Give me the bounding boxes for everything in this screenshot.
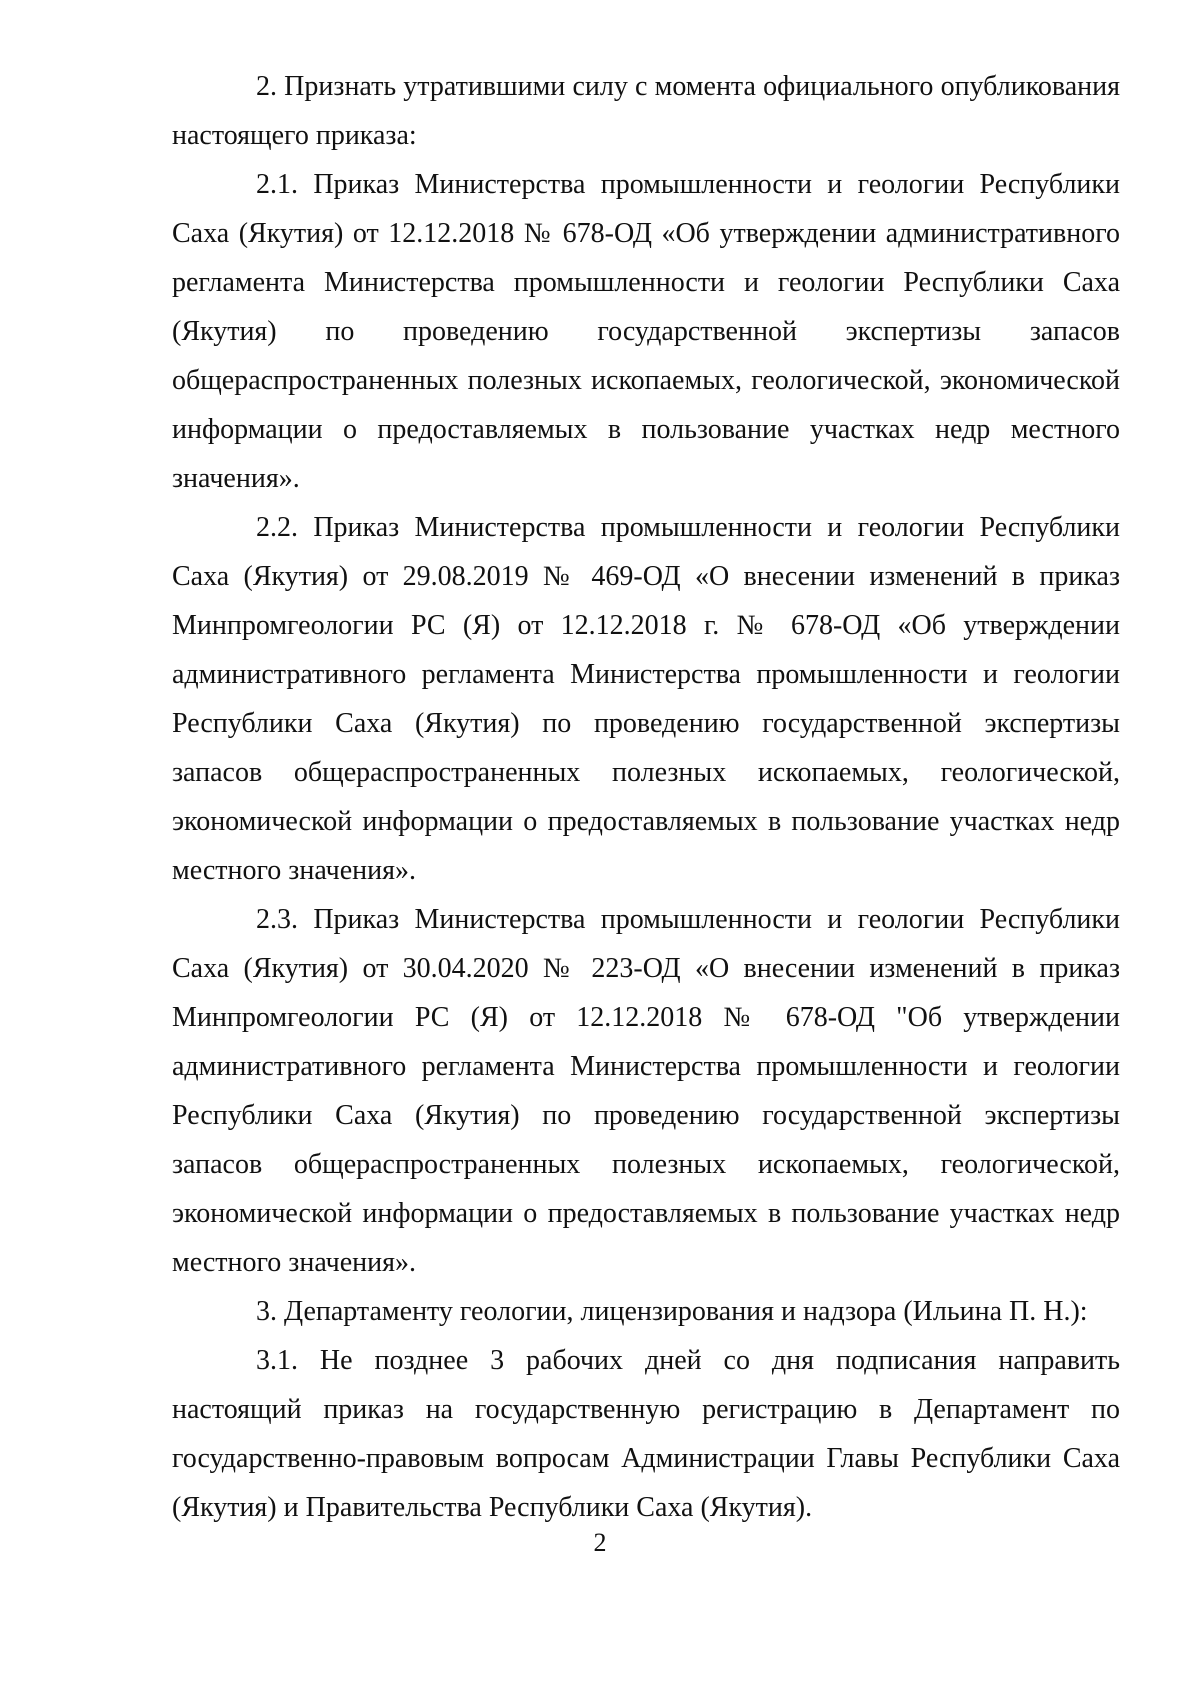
- page-number: 2: [593, 1528, 607, 1557]
- paragraph-item-3-1: 3.1. Не позднее 3 рабочих дней со дня подписания направить настоящий приказ на государственную регистрацию в Департамент по государственно-правовым вопросам Администрации Главы Республики Саха (Якутия) и Правительства Республики Саха (Якутия).: [172, 1345, 1120, 1523]
- paragraph-item-3: 3. Департаменту геологии, лицензирования и надзора (Ильина П. Н.):: [256, 1296, 1088, 1327]
- paragraph-item-2: 2. Признать утратившими силу с момента официального опубликования настоящего приказа:: [172, 71, 1120, 151]
- document-body: [172, 62, 1120, 1532]
- paragraph-item-2-1: 2.1. Приказ Министерства промышленности и геологии Республики Саха (Якутия) от 12.12.2018 № 678-ОД «Об утверждении административного регламента Министерства промышленности и геологии Республики Саха (Якутия) по проведению государственной экспертизы запасов общераспространенных полезных ископаемых, геологической, экономической информации о предоставляемых в пользование участках недр местного значения».: [172, 169, 1120, 494]
- paragraph-item-2-3: 2.3. Приказ Министерства промышленности и геологии Республики Саха (Якутия) от 30.04.2020 № 223-ОД «О внесении изменений в приказ Минпромгеологии РС (Я) от 12.12.2018 № 678-ОД "Об утверждении административного регламента Министерства промышленности и геологии Республики Саха (Якутия) по проведению государственной экспертизы запасов общераспространенных полезных ископаемых, геологической, экономической информации о предоставляемых в пользование участках недр местного значения».: [172, 904, 1120, 1278]
- paragraph-item-2-2: 2.2. Приказ Министерства промышленности и геологии Республики Саха (Якутия) от 29.08.2019 № 469-ОД «О внесении изменений в приказ Минпромгеологии РС (Я) от 12.12.2018 г. № 678-ОД «Об утверждении административного регламента Министерства промышленности и геологии Республики Саха (Якутия) по проведению государственной экспертизы запасов общераспространенных полезных ископаемых, геологической, экономической информации о предоставляемых в пользование участках недр местного значения».: [172, 512, 1120, 886]
